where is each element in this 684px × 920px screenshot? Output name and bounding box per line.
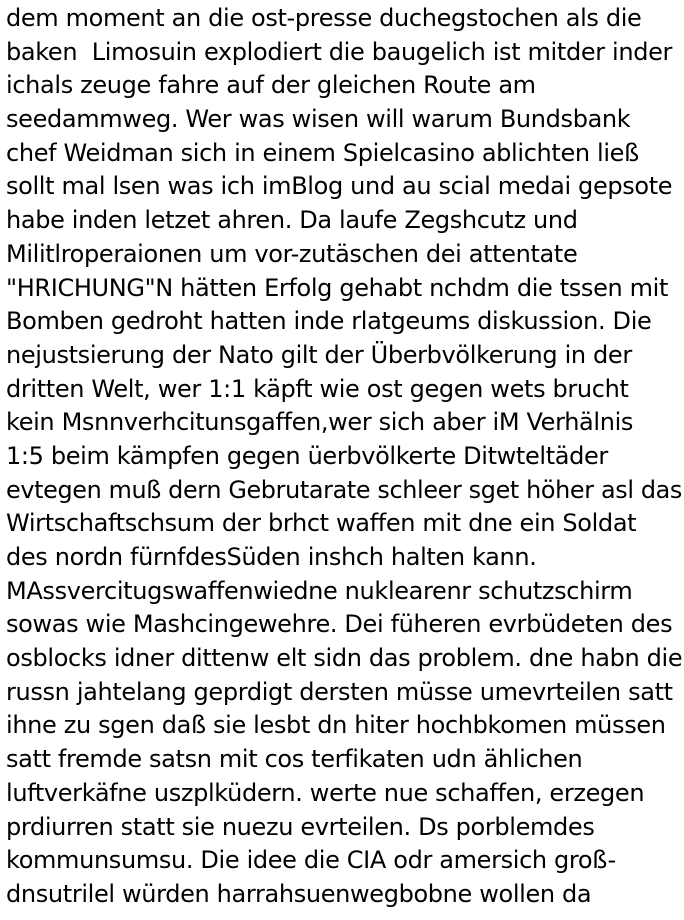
text-line: kommunsumsu. Die idee die CIA odr amersich groß- — [6, 846, 616, 875]
text-line: dem moment an die ost-presse duchegstochen als die — [6, 4, 642, 32]
text-line: baken Limosuin explodiert die baugelich ist mitder inder — [6, 37, 673, 66]
text-line: kein Msnnverhcitunsgaffen,wer sich aber iM Verhälnis — [6, 408, 634, 437]
text-line: sollt mal lsen was ich imBlog und au scial medai gepsote — [6, 172, 673, 201]
text-line: nejustsierung der Nato gilt der Überbvölkerung in der — [6, 340, 632, 369]
text-line: Wirtschaftschsum der brhct waffen mit dne ein Soldat — [6, 509, 637, 538]
text-line: seedammweg. Wer was wisen will warum Bundsbank — [6, 105, 631, 134]
text-line: satt fremde satsn mit cos terfikaten udn ählichen — [6, 745, 583, 774]
text-line: Bomben gedroht hatten inde rlatgeums diskussion. Die — [6, 307, 652, 336]
text-line: dnsutrilel würden harrahsuenwegbobne wollen da — [6, 879, 592, 908]
text-line: prdiurren statt sie nuezu evrteilen. Ds porblemdes — [6, 812, 595, 841]
text-line: chef Weidman sich in einem Spielcasino ablichten ließ — [6, 138, 639, 167]
text-line: ichals zeuge fahre auf der gleichen Route am — [6, 71, 536, 100]
text-line: ihne zu sgen daß sie lesbt dn hiter hochbkomen müssen — [6, 711, 666, 740]
text-line: dritten Welt, wer 1:1 käpft wie ost gegen wets brucht — [6, 374, 629, 403]
text-line: MAssvercitugswaffenwiedne nuklearenr schutzschirm — [6, 576, 633, 605]
text-line: des nordn fürnfdesSüden inshch halten kann. — [6, 543, 537, 571]
text-line: "HRICHUNG"N hätten Erfolg gehabt nchdm die tssen mit — [6, 273, 669, 302]
text-line: osblocks idner dittenw elt sidn das problem. dne habn die — [6, 644, 683, 673]
text-line: 1:5 beim kämpfen gegen üerbvölkerte Ditwteltäder — [6, 441, 608, 470]
text-line: luftverkäfne uszplküdern. werte nue schaffen, erzegen — [6, 778, 645, 807]
text-line: sowas wie Mashcingewehre. Dei füheren evrbüdeten des — [6, 610, 673, 639]
text-line: evtegen muß dern Gebrutarate schleer sget höher asl das — [6, 475, 682, 504]
text-line: habe inden letzet ahren. Da laufe Zegshcutz und — [6, 206, 578, 235]
text-line: russn jahtelang geprdigt dersten müsse umevrteilen satt — [6, 677, 673, 706]
text-line: Militlroperaionen um vor-zutäschen dei attentate — [6, 239, 578, 268]
